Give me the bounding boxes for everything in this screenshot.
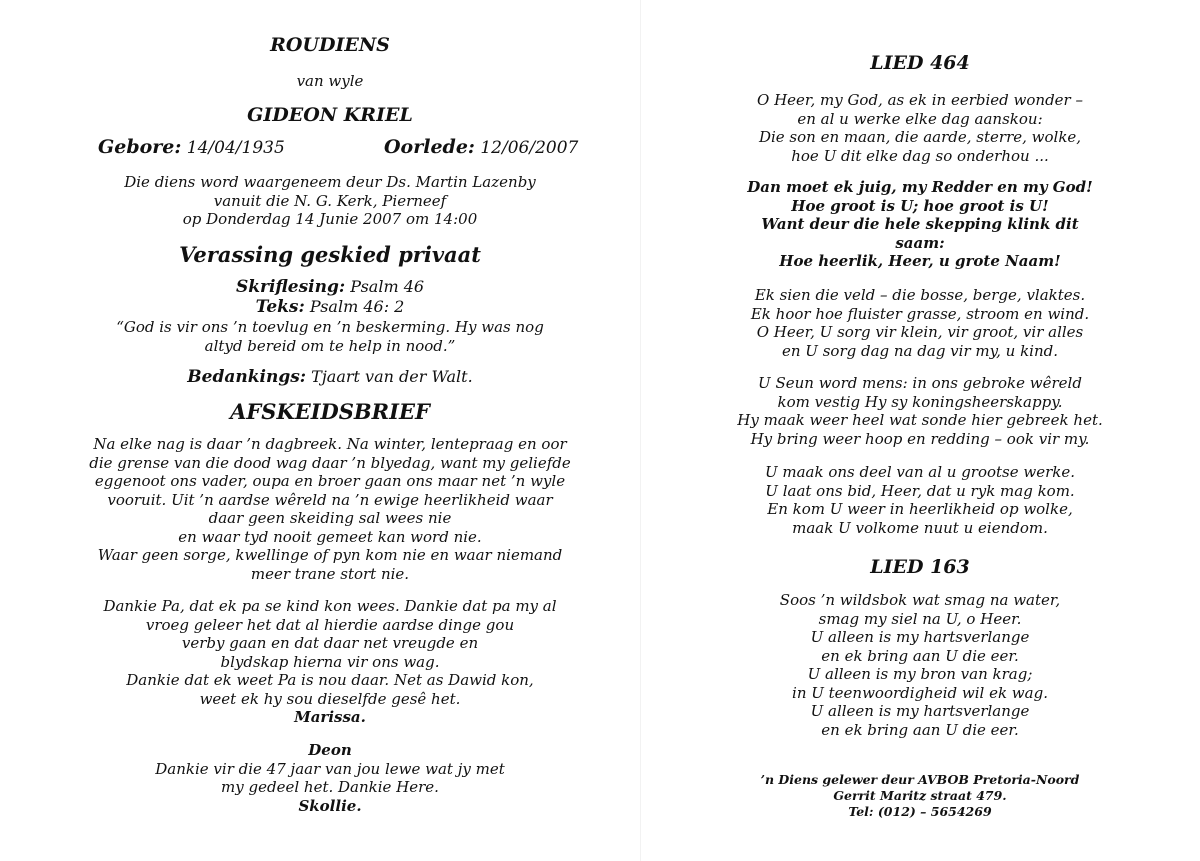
verse-line: Soos ’n wildsbok wat smag na water,: [779, 591, 1061, 609]
footer-line: Tel: (012) – 5654269: [848, 804, 992, 819]
verse-line: U maak ons deel van al u grootse werke.: [764, 463, 1076, 481]
farewell-line: daar geen skeiding sal wees nie: [208, 509, 452, 527]
verse-line: en U sorg dag na dag vir my, u kind.: [782, 341, 1058, 360]
footer-line: ’n Diens gelewer deur AVBOB Pretoria-Noord: [760, 772, 1080, 787]
verse-line: En kom U weer in heerlikheid op wolke,: [767, 500, 1073, 518]
farewell-line: meer trane stort nie.: [250, 564, 410, 583]
died-field: [384, 136, 578, 158]
marissa-line: Dankie dat ek weet Pa is nou daar. Net as Dawid kon,: [126, 671, 534, 689]
farewell-line: Na elke nag is daar ’n dagbreek. Na winter, lentepraag en oor: [93, 435, 567, 453]
marissa-line: vroeg geleer het dat al hierdie aardse dinge gou: [145, 615, 515, 634]
thanks-value: Tjaart van der Walt.: [311, 367, 473, 386]
verse-line: U alleen is my bron van krag;: [807, 665, 1033, 683]
verse-line: en ek bring aan U die eer.: [821, 646, 1019, 665]
hymn-464-verse-4: [660, 463, 1180, 537]
farewell-line: Waar geen sorge, kwellinge of pyn kom nie en waar niemand: [97, 546, 563, 564]
verse-line: U Seun word mens: in ons gebroke wêreld: [758, 374, 1082, 392]
verse-line: U alleen is my hartsverlange: [810, 628, 1030, 646]
text-label: Teks:: [255, 297, 305, 317]
marissa-signature: Marissa.: [294, 708, 366, 726]
verse-line: Ek hoor hoe fluister grasse, stroom en wind.: [750, 304, 1090, 323]
died-label: Oorlede:: [384, 136, 475, 158]
footer-line: Gerrit Maritz straat 479.: [833, 788, 1007, 803]
verse-line: Ek sien die veld – die bosse, berge, vlaktes.: [754, 286, 1086, 304]
acknowledgements: [40, 368, 620, 387]
service-info: [40, 173, 620, 229]
text-value: Psalm 46: 2: [309, 297, 405, 316]
deon-line: Dankie vir die 47 jaar van jou lewe wat jy met: [155, 759, 505, 778]
hymn-464-verse-1: [660, 91, 1180, 165]
scripture-quote: [40, 318, 620, 355]
chorus-line: saam:: [895, 233, 945, 252]
service-line: op Donderdag 14 Junie 2007 om 14:00: [182, 210, 478, 228]
reading-label: Skriflesing:: [235, 277, 346, 297]
verse-line: Hy bring weer hoop en redding – ook vir my.: [750, 429, 1090, 448]
reading-value: Psalm 46: [350, 277, 425, 296]
farewell-line: en waar tyd nooit gemeet kan word nie.: [178, 527, 482, 546]
verse-line: en al u werke elke dag aanskou:: [797, 109, 1043, 128]
hymn-464-verse-2: [660, 286, 1180, 360]
hymn-464-chorus: [660, 178, 1180, 271]
scripture-reading: [40, 278, 620, 297]
farewell-line: vooruit. Uit ’n aardse wêreld na ’n ewige heerlikheid waar: [107, 490, 553, 509]
service-line: Die diens word waargeneem deur Ds. Martin Lazenby: [124, 173, 536, 191]
van-wyle-label: van wyle: [296, 72, 364, 90]
hymn-163-text: [660, 591, 1180, 739]
chorus-line: Dan moet ek juig, my Redder en my God!: [747, 178, 1093, 196]
born-field: [98, 136, 285, 158]
deon-line: my gedeel het. Dankie Here.: [221, 778, 439, 796]
chorus-line: Want deur die hele skepping klink dit: [761, 215, 1079, 233]
thanks-label: Bedankings:: [187, 367, 307, 387]
marissa-line: weet ek hy sou dieselfde gesê het.: [199, 689, 461, 708]
marissa-line: Dankie Pa, dat ek pa se kind kon wees. Dankie dat pa my al: [103, 597, 557, 615]
marissa-line: blydskap hierna vir ons wag.: [220, 652, 440, 671]
verse-line: Hy maak weer heel wat sonde hier gebreek het.: [737, 411, 1103, 429]
verse-line: en ek bring aan U die eer.: [821, 720, 1019, 739]
hymn-464-verse-3: [660, 374, 1180, 448]
deceased-name: GIDEON KRIEL: [247, 104, 413, 126]
page-fold-divider: [640, 0, 641, 861]
died-date: 12/06/2007: [480, 138, 579, 158]
farewell-heading: AFSKEIDSBRIEF: [230, 399, 430, 424]
born-label: Gebore:: [98, 136, 182, 158]
verse-line: hoe U dit elke dag so onderhou ...: [791, 146, 1049, 165]
chorus-line: Hoe groot is U; hoe groot is U!: [791, 196, 1049, 215]
deon-signature: Skollie.: [298, 796, 362, 815]
deon-name: Deon: [308, 741, 352, 759]
verse-line: U laat ons bid, Heer, dat u ryk mag kom.: [765, 481, 1075, 500]
marissa-message: [40, 597, 620, 727]
quote-line: altyd bereid om te help in nood.”: [204, 336, 456, 355]
deon-message: [40, 741, 620, 815]
farewell-line: eggenoot ons vader, oupa en broer gaan ons maar net ’n wyle: [94, 472, 566, 490]
chorus-line: Hoe heerlik, Heer, u grote Naam!: [779, 252, 1061, 270]
verse-line: O Heer, my God, as ek in eerbied wonder –: [757, 91, 1083, 109]
hymn-163-title: LIED 163: [870, 556, 970, 578]
marissa-line: verby gaan en dat daar net vreugde en: [181, 634, 479, 652]
verse-line: O Heer, U sorg vir klein, vir groot, vir alles: [756, 323, 1084, 341]
quote-line: “God is vir ons ’n toevlug en ’n beskerming. Hy was nog: [116, 318, 544, 336]
verse-line: kom vestig Hy sy koningsheerskappy.: [777, 392, 1063, 411]
funeral-home-footer: [660, 772, 1180, 820]
verse-line: in U teenwoordigheid wil ek wag.: [792, 683, 1048, 702]
farewell-line: die grense van die dood wag daar ’n blyedag, want my geliefde: [89, 453, 571, 472]
verse-line: U alleen is my hartsverlange: [810, 702, 1030, 720]
service-line: vanuit die N. G. Kerk, Pierneef: [213, 191, 447, 210]
program-title: ROUDIENS: [270, 34, 390, 56]
born-date: 14/04/1935: [186, 138, 285, 158]
hymn-464-title: LIED 464: [870, 52, 970, 74]
sermon-text: [40, 298, 620, 317]
verse-line: Die son en maan, die aarde, sterre, wolke,: [758, 128, 1082, 146]
verse-line: maak U volkome nuut u eiendom.: [792, 518, 1048, 537]
verse-line: smag my siel na U, o Heer.: [818, 609, 1022, 628]
cremation-note: Verassing geskied privaat: [179, 242, 481, 267]
farewell-letter: [40, 435, 620, 583]
